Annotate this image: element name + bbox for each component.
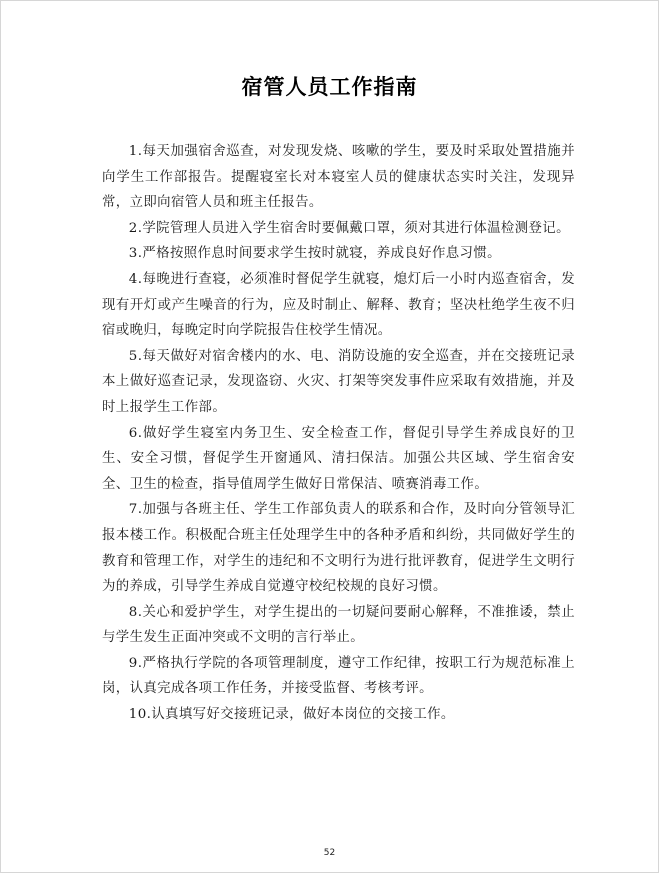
page-title: 宿管人员工作指南	[241, 75, 418, 99]
paragraph-2: 2.学院管理人员进入学生宿舍时要佩戴口罩，须对其进行体温检测登记。	[128, 220, 570, 236]
document-body	[102, 139, 575, 728]
paragraph-3: 3.严格按照作息时间要求学生按时就寝，养成良好作息习惯。	[128, 246, 501, 262]
paragraph-5: 5.每天做好对宿舍楼内的水、电、消防设施的安全巡查，并在交接班记录本上做好巡查记录，发现盗窃、火灾、打架等突发事件应采取有效措施，并及时上报学生工作部。	[102, 348, 575, 415]
paragraph-8: 8.关心和爱护学生，对学生提出的一切疑问要耐心解释，不准推诿，禁止与学生发生正面冲突或不文明的言行举止。	[102, 604, 575, 646]
paragraph-10: 10.认真填写好交接班记录，做好本岗位的交接工作。	[128, 707, 455, 723]
page-number: 52	[323, 848, 336, 858]
paragraph-6: 6.做好学生寝室内务卫生、安全检查工作，督促引导学生养成良好的卫生、安全习惯，督促学生开窗通风、清扫保洁。加强公共区域、学生宿舍安全、卫生的检查，指导值周学生做好日常保洁、喷赛消毒工作。	[102, 425, 575, 492]
paragraph-7: 7.加强与各班主任、学生工作部负责人的联系和合作，及时向分管领导汇报本楼工作。积极配合班主任处理学生中的各种矛盾和纠纷，共同做好学生的教育和管理工作，对学生的违纪和不文明行为进行批评教育，促进学生文明行为的养成，引导学生养成自觉遵守校纪校规的良好习惯。	[102, 502, 575, 595]
paragraph-1: 1.每天加强宿舍巡查，对发现发烧、咳嗽的学生，要及时采取处置措施并向学生工作部报告。提醒寝室长对本寝室人员的健康状态实时关注，发现异常，立即向宿管人员和班主任报告。	[102, 144, 575, 211]
paragraph-9: 9.严格执行学院的各项管理制度，遵守工作纪律，按职工行为规范标准上岗，认真完成各项工作任务，并接受监督、考核考评。	[102, 655, 575, 697]
paragraph-4: 4.每晚进行查寝，必须准时督促学生就寝，熄灯后一小时内巡查宿舍，发现有开灯或产生噪音的行为，应及时制止、解释、教育；坚决杜绝学生夜不归宿或晚归，每晚定时向学院报告住校学生情况。	[102, 271, 575, 339]
